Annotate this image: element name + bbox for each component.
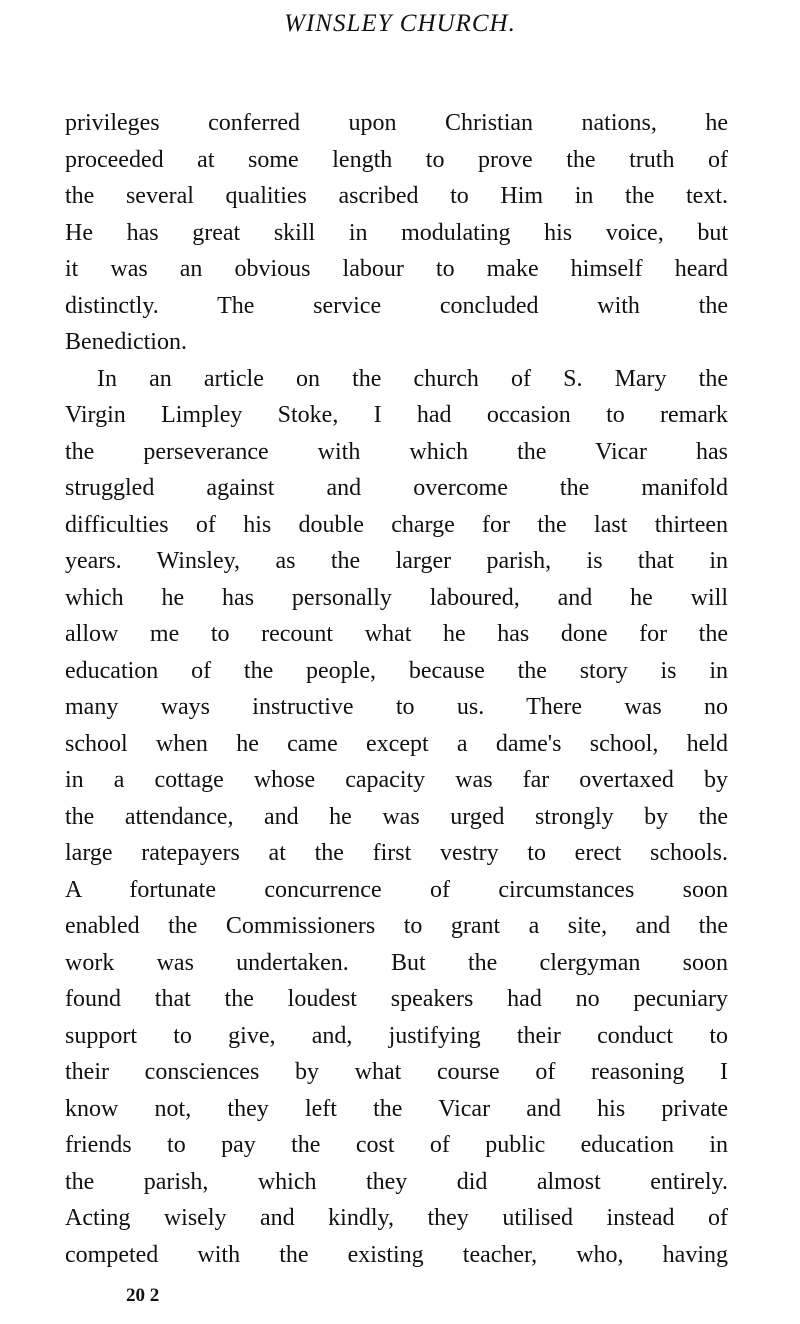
text-line: the attendance, and he was urged strongly by the bbox=[65, 803, 728, 830]
text-line: found that the loudest speakers had no pecuniary bbox=[65, 986, 728, 1012]
text-line: the perseverance with which the Vicar has bbox=[65, 438, 728, 465]
text-line: the parish, which they did almost entirely. bbox=[65, 1168, 728, 1195]
text-line: Acting wisely and kindly, they utilised instead of bbox=[65, 1205, 728, 1231]
text-line: He has great skill in modulating his voice, but bbox=[65, 219, 728, 246]
text-line: privileges conferred upon Christian nations, he bbox=[65, 110, 728, 136]
text-line: it was an obvious labour to make himself heard bbox=[65, 256, 728, 282]
text-line: difficulties of his double charge for the last thirteen bbox=[65, 511, 728, 538]
text-line: know not, they left the Vicar and his private bbox=[65, 1095, 728, 1122]
text-line: allow me to recount what he has done for the bbox=[65, 621, 728, 647]
text-line: competed with the existing teacher, who, having bbox=[65, 1241, 728, 1268]
text-line: school when he came except a dame's school, held bbox=[65, 730, 728, 757]
text-line: enabled the Commissioners to grant a site, and the bbox=[65, 913, 728, 939]
signature-mark: 20 2 bbox=[126, 1285, 160, 1306]
running-header: WINSLEY CHURCH. bbox=[284, 10, 516, 37]
text-line: large ratepayers at the first vestry to erect schools. bbox=[65, 840, 728, 866]
text-line: friends to pay the cost of public education in bbox=[65, 1132, 728, 1158]
text-line: A fortunate concurrence of circumstances soon bbox=[65, 876, 728, 903]
text-line: struggled against and overcome the manifold bbox=[65, 475, 728, 501]
text-line: education of the people, because the story is in bbox=[65, 657, 728, 684]
text-line: proceeded at some length to prove the truth of bbox=[65, 146, 728, 173]
text-line: their consciences by what course of reasoning I bbox=[65, 1059, 728, 1085]
text-line: Benediction. bbox=[65, 329, 187, 355]
text-line: which he has personally laboured, and he will bbox=[65, 584, 728, 611]
text-line: the several qualities ascribed to Him in the text. bbox=[65, 183, 728, 209]
text-line: Virgin Limpley Stoke, I had occasion to remark bbox=[65, 402, 728, 428]
text-line: In an article on the church of S. Mary the bbox=[97, 365, 728, 392]
text-line: in a cottage whose capacity was far overtaxed by bbox=[65, 767, 728, 793]
text-line: support to give, and, justifying their conduct to bbox=[65, 1022, 728, 1049]
page-body bbox=[65, 105, 728, 1273]
text-line: many ways instructive to us. There was no bbox=[65, 694, 728, 720]
text-line: work was undertaken. But the clergyman soon bbox=[65, 949, 728, 976]
text-line: years. Winsley, as the larger parish, is that in bbox=[65, 548, 728, 574]
text-line: distinctly. The service concluded with the bbox=[65, 292, 728, 319]
